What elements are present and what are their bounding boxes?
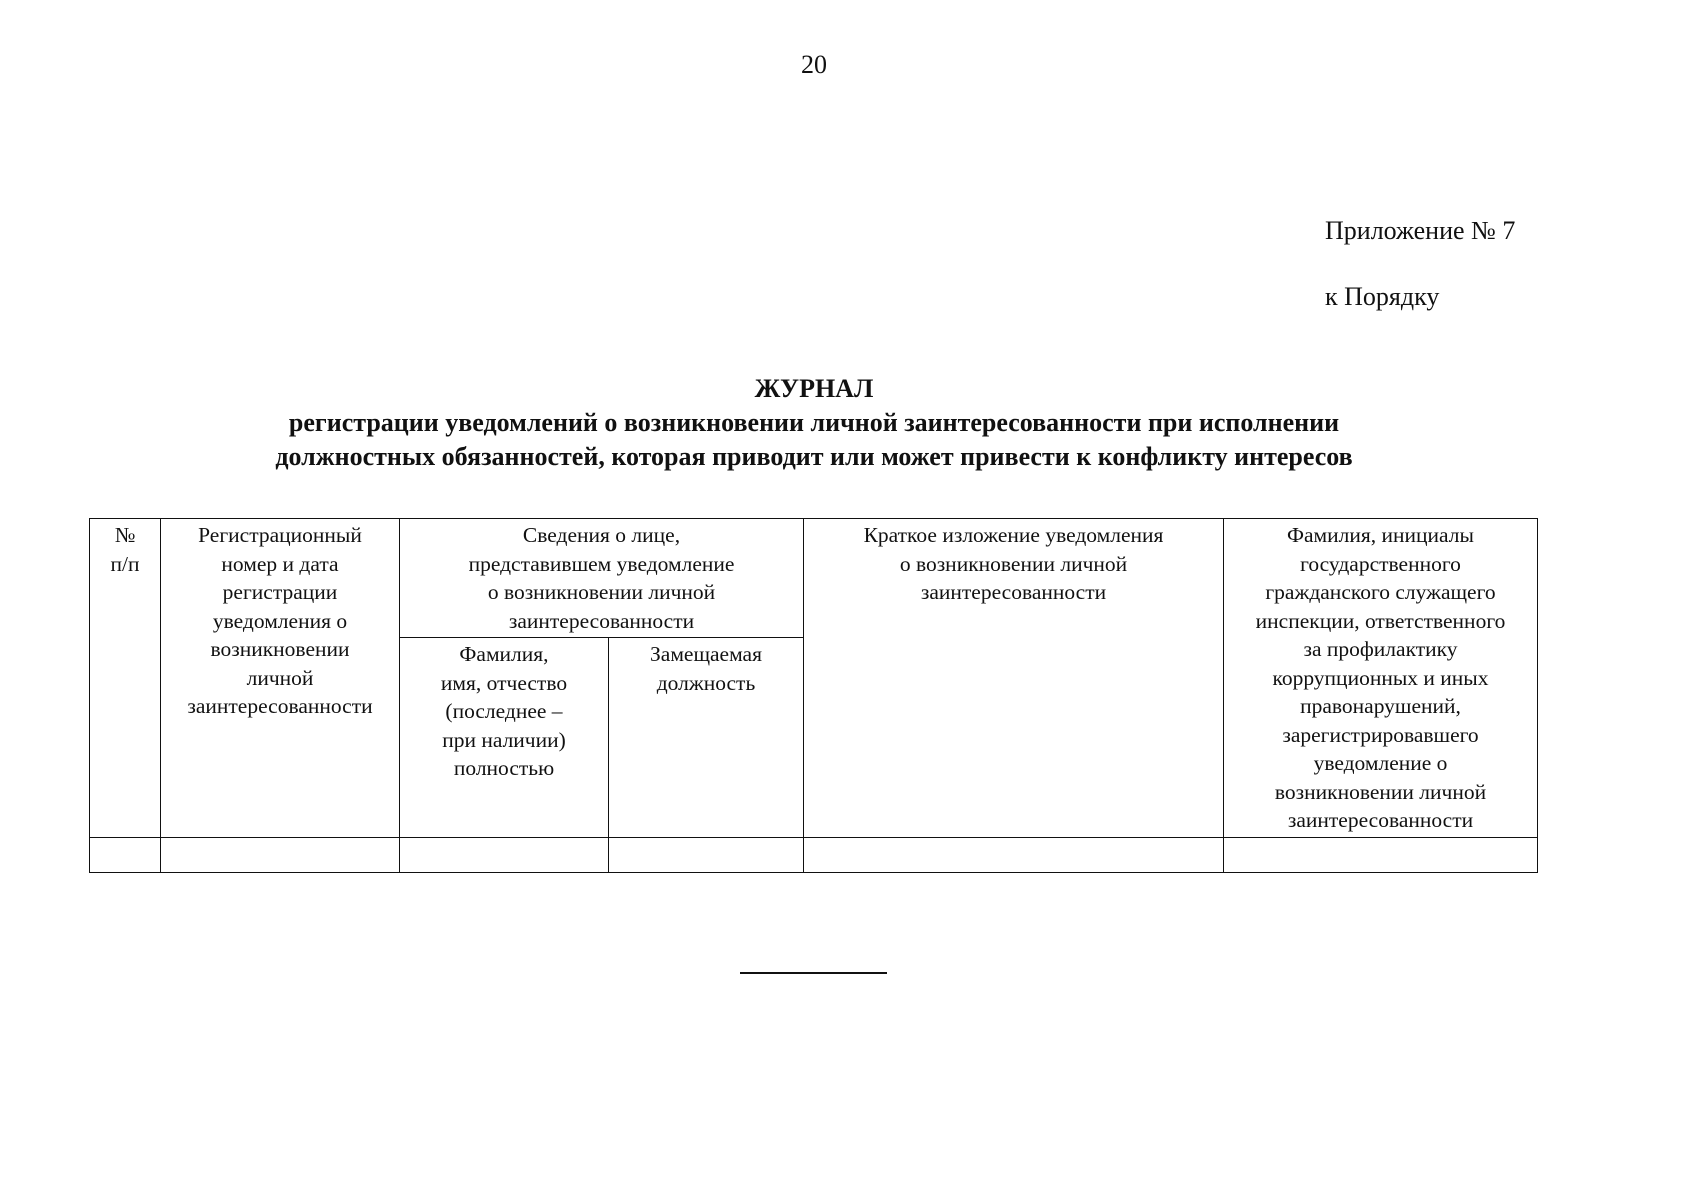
- header-person-info: [400, 519, 804, 638]
- header-registration: [161, 519, 400, 838]
- header-text-line: Фамилия,: [459, 642, 549, 666]
- closing-rule: [740, 972, 887, 974]
- header-text-line: Регистрационный: [198, 523, 362, 547]
- appendix-number: Приложение № 7: [1325, 216, 1516, 245]
- header-text-line: инспекции, ответственного: [1255, 608, 1506, 633]
- header-text-line: о возникновении личной: [487, 580, 716, 604]
- table-cell: [161, 837, 400, 872]
- header-text-line: Фамилия, инициалы: [1287, 523, 1474, 547]
- header-text-line: при наличии): [442, 727, 566, 752]
- header-text-line: заинтересованности: [1287, 808, 1474, 832]
- table-cell: [609, 837, 804, 872]
- page-number: 20: [801, 50, 827, 79]
- header-text-line: заинтересованности: [508, 608, 695, 633]
- header-text-line: гражданского служащего: [1265, 580, 1496, 604]
- header-text-line: о возникновении личной: [899, 551, 1128, 576]
- header-text-line: Замещаемая: [650, 642, 762, 666]
- header-text-line: правонарушений,: [1300, 694, 1461, 718]
- header-text-line: возникновении: [210, 637, 350, 661]
- header-text-line: представившем уведомление: [468, 551, 735, 576]
- header-text-line: заинтересованности: [187, 694, 373, 718]
- table-cell: [1224, 837, 1538, 872]
- header-text-line: возникновении личной: [1274, 779, 1487, 804]
- header-number: [90, 519, 161, 838]
- document-title: ЖУРНАЛ: [754, 374, 874, 403]
- table-cell: [400, 837, 609, 872]
- table-header-row: [90, 519, 1538, 638]
- header-text-line: личной: [246, 665, 314, 690]
- document-heading: [0, 372, 1628, 474]
- header-text-line: полностью: [453, 756, 555, 780]
- appendix-order-reference: к Порядку: [1325, 282, 1440, 311]
- header-text-line: уведомление о: [1313, 751, 1448, 775]
- header-position: [609, 638, 804, 838]
- table-row: [90, 837, 1538, 872]
- header-text-line: заинтересованности: [920, 580, 1107, 604]
- document-subtitle-line-2: должностных обязанностей, которая приводит или может привести к конфликту интересов: [275, 442, 1353, 471]
- appendix-reference: [1325, 198, 1515, 330]
- header-text-line: за профилактику: [1303, 637, 1458, 661]
- header-text-line: должность: [656, 670, 756, 695]
- document-subtitle-line-1: регистрации уведомлений о возникновении личной заинтересованности при исполнении: [288, 408, 1340, 437]
- journal-table: [89, 518, 1538, 873]
- header-text-line: государственного: [1300, 551, 1461, 576]
- table-cell: [90, 837, 161, 872]
- header-text-line: уведомления о: [212, 608, 348, 633]
- header-summary: [804, 519, 1224, 838]
- header-text-line: зарегистрировавшего: [1282, 722, 1479, 747]
- header-text-line: номер и дата: [221, 551, 339, 576]
- header-text-line: п/п: [110, 551, 140, 576]
- header-text-line: регистрации: [222, 580, 338, 604]
- header-text-line: Сведения о лице,: [522, 523, 681, 547]
- header-full-name: [400, 638, 609, 838]
- header-text-line: №: [114, 523, 136, 547]
- table-cell: [804, 837, 1224, 872]
- header-responsible: [1224, 519, 1538, 838]
- header-text-line: коррупционных и иных: [1272, 665, 1489, 690]
- header-text-line: имя, отчество: [440, 670, 568, 695]
- header-text-line: (последнее –: [445, 699, 563, 723]
- header-text-line: Краткое изложение уведомления: [863, 523, 1164, 547]
